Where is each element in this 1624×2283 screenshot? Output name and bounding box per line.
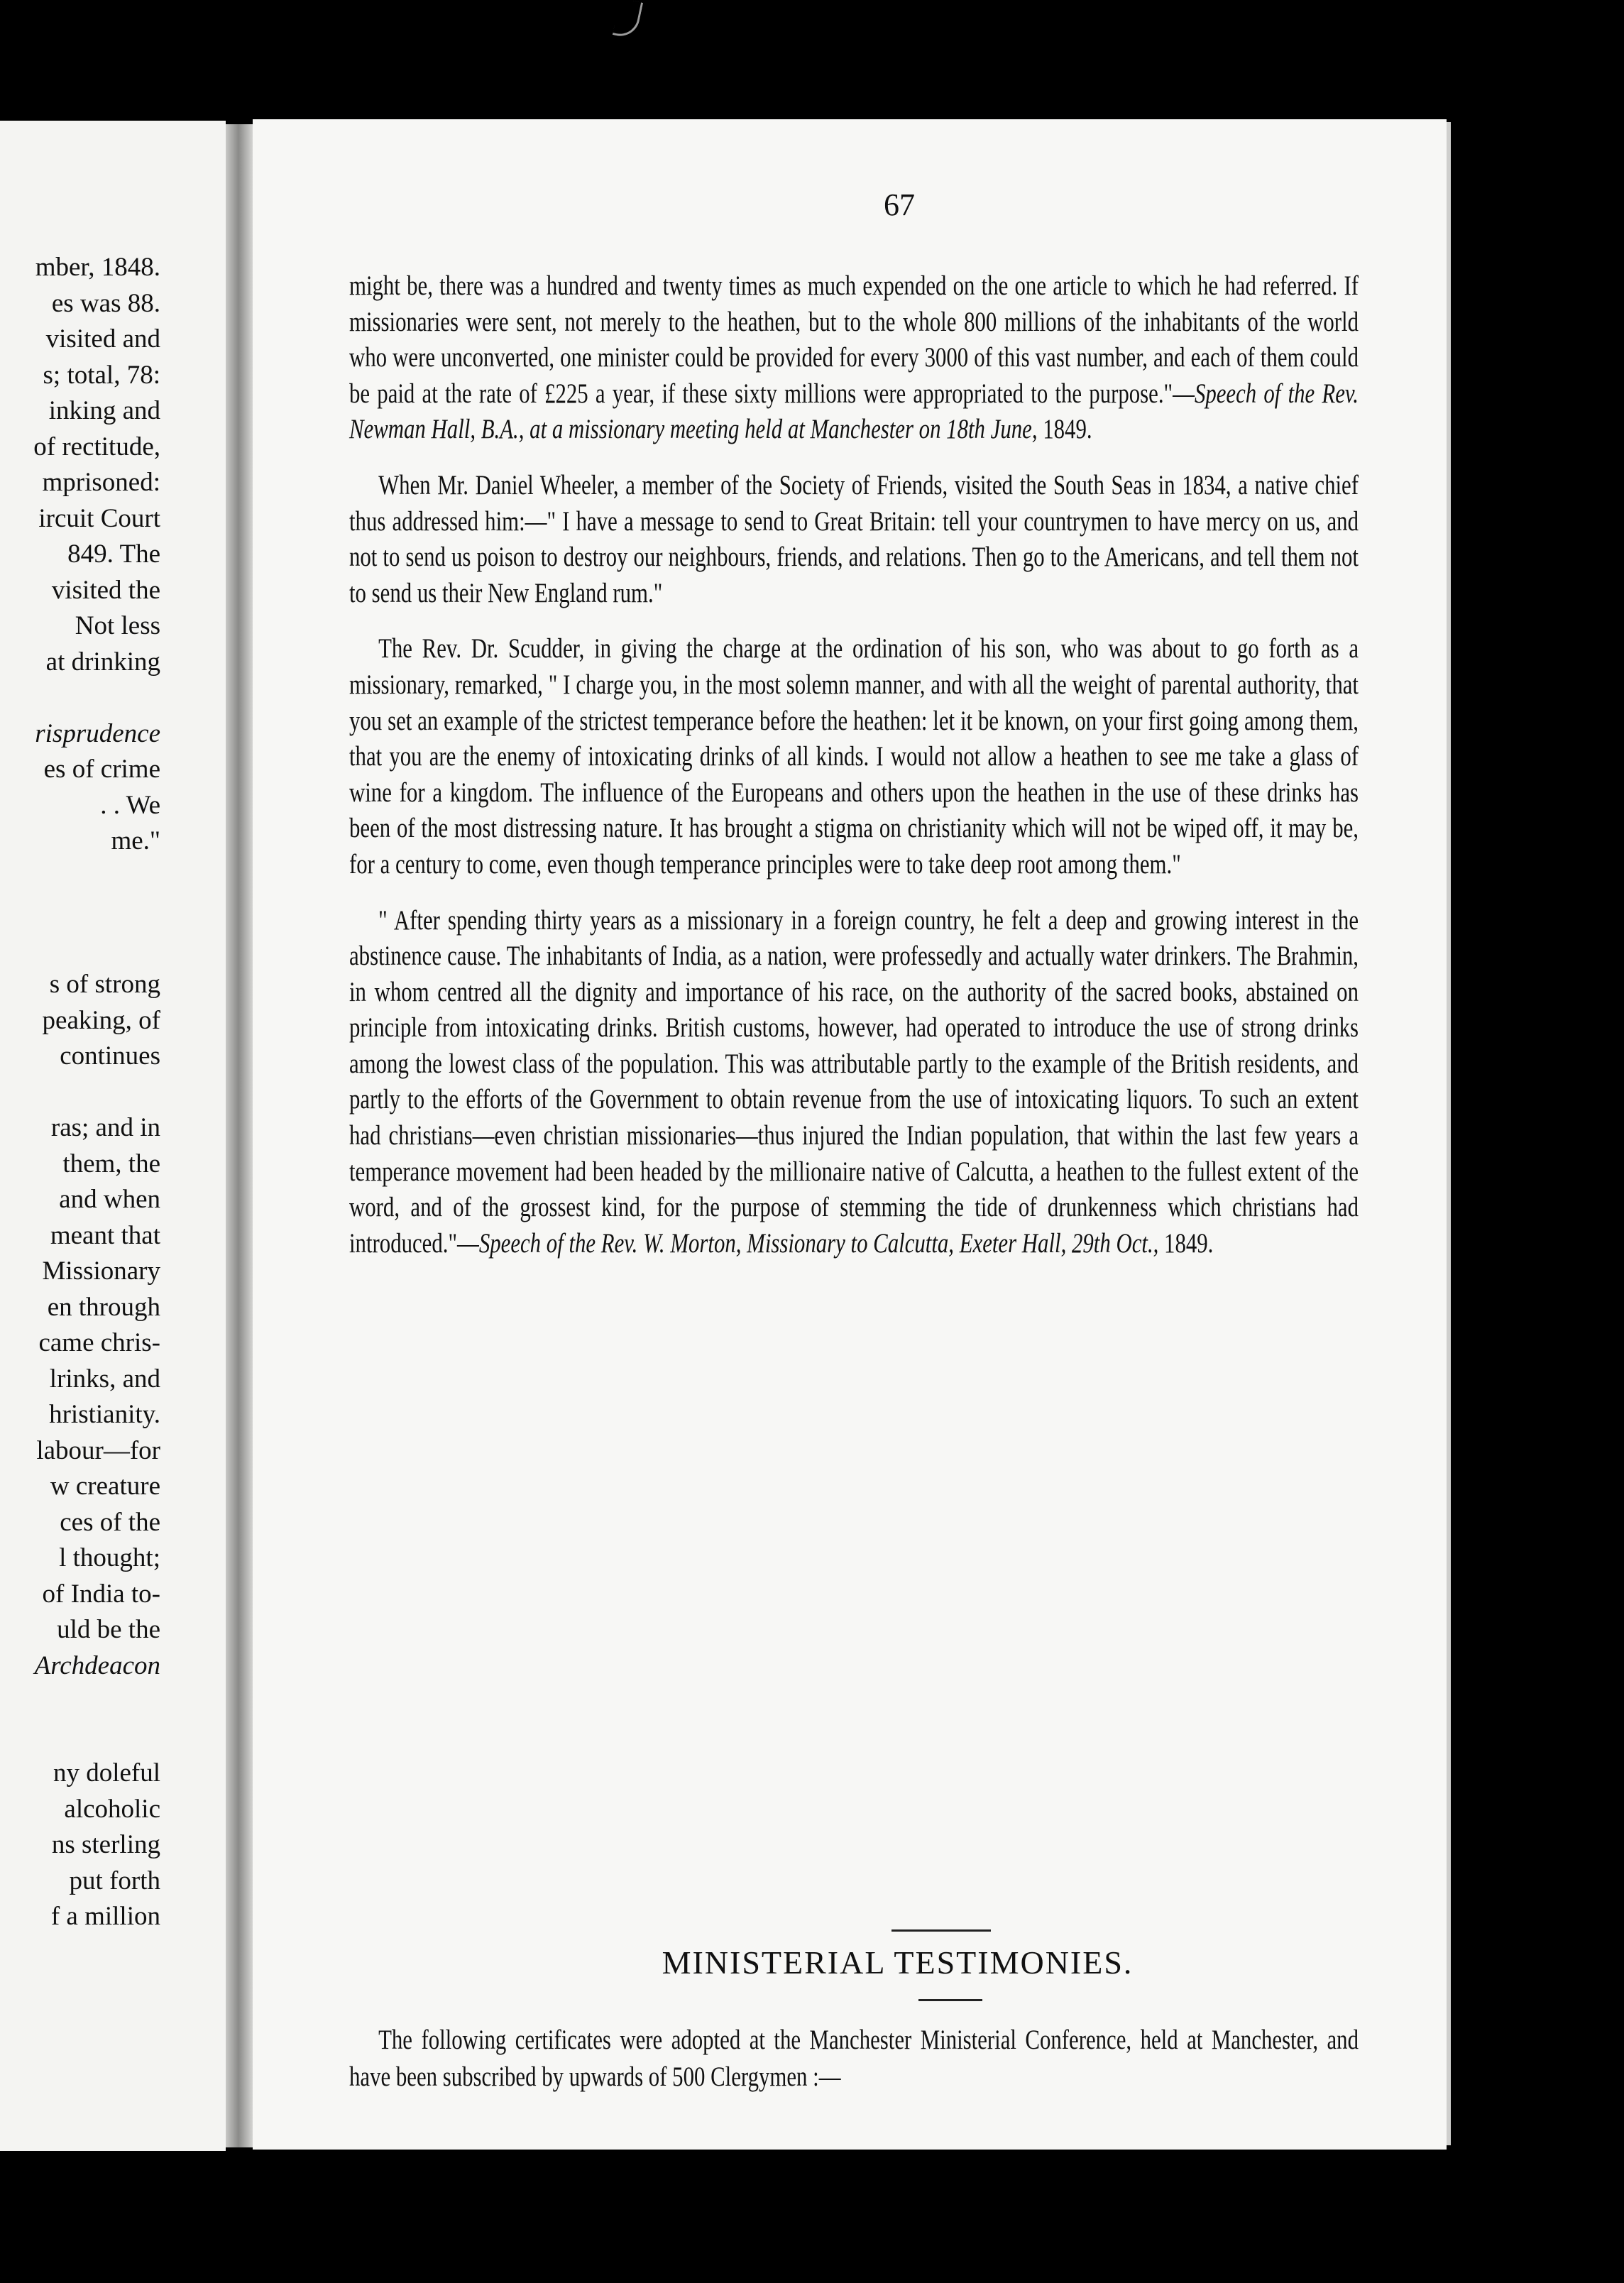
left-page-line: s of strong [49,970,160,999]
paragraph-1-attribution: Speech of the Rev. Newman Hall, B.A., at a missionary meeting held at Manchester on 18th June, [349,378,1359,445]
heading-rule-bottom [918,1999,982,2001]
paragraph-4-text: " After spending thirty years as a missionary in a foreign country, he felt a deep and growing interest in the abstinence cause. The inhabitants of India, as a nation, were professedly and actually water drinkers. The Brahmin, in whom centred all the dignity and importance of his race, on the authority of the sacred books, abstained on principle from intoxicating drinks. British customs, however, had operated to introduce the use of strong drinks among the lowest class of the population. This was attributable partly to the example of the British residents, and partly to the efforts of the Government to obtain revenue from the use of intoxicating liquors. To such an extent had christians—even christian missionaries—thus injured the Indian population, that within the last few years a temperance movement had been headed by the millionaire native of Calcutta, a heathen to the fullest extent of the word, and of the grossest kind, for the purpose of stemming the tide of drunkenness which christians had introduced."— [349,904,1359,1259]
left-page-line: hristianity. [49,1400,160,1429]
left-page-fragment [0,121,226,2151]
left-page-line: 849. The [67,540,160,569]
left-page-line: inking and [48,396,160,425]
left-page-line: uld be the [57,1615,160,1644]
closing-paragraph-block [349,2022,1359,2096]
left-page-line: ns sterling [51,1830,160,1859]
left-page-line: them, the [62,1149,160,1178]
left-page-line: of rectitude, [33,432,160,461]
left-page-line: . . We [100,790,160,820]
heading-rule-top [891,1929,991,1932]
left-page-line: Not less [75,611,160,640]
left-page-line: mber, 1848. [35,253,160,282]
paragraph-4 [349,903,1359,1262]
left-page-line: l thought; [59,1543,160,1572]
left-page-line: ircuit Court [38,503,160,533]
left-page-line: came chris- [38,1328,160,1357]
left-page-line: meant that [50,1220,160,1250]
left-page-line: risprudence [35,718,160,748]
left-page-line: peaking, of [42,1005,160,1035]
left-page-line: at drinking [45,647,160,677]
left-page-line: ces of the [60,1507,160,1537]
left-page-line: labour—for [36,1435,160,1465]
body-text [349,268,1359,1261]
paragraph-4-tail: 1849. [1158,1227,1214,1259]
page-edge [1447,122,1451,2145]
paragraph-3-text: The Rev. Dr. Scudder, in giving the charge at the ordination of his son, who was about to go forth as a missionary, remarked, " I charge you, in the most solemn manner, and with all the weight of parental authority, that you set an example of the strictest temperance before the heathen: let it be known, on your first going among them, that you are the enemy of intoxicating drinks of all kinds. I would not allow a heathen to see me take a glass of wine for a kingdom. The influence of the Europeans and others upon the heathen in the use of these drinks has been of the most distressing nature. It has brought a stigma on christianity which will not be wiped off, it may be, for a century to come, even though temperance principles were to take deep root among them." [349,633,1359,880]
left-page-line: mprisoned: [42,468,160,497]
left-page-line: put forth [69,1866,160,1895]
closing-paragraph: The following certificates were adopted at the Manchester Ministerial Conference, held at Manchester, and have been subscribed by upwards of 500 Clergymen :— [349,2025,1359,2092]
left-page-line: me." [111,826,160,855]
left-page-line: visited and [45,324,160,354]
left-page-line: en through [47,1292,160,1322]
paragraph-1-tail: 1849. [1037,414,1092,445]
left-page-line: w creature [50,1472,160,1501]
paragraph-2 [349,468,1359,611]
paragraph-1 [349,268,1359,448]
paragraph-3 [349,631,1359,882]
paragraph-2-text: When Mr. Daniel Wheeler, a member of the Society of Friends, visited the South Seas in 1834, a native chief thus addressed him:—" I have a message to send to Great Britain: tell your countrymen to have mercy on us, and not to send us poison to destroy our neighbours, friends, and relations. Then go to the Americans, and tell them not to send us their New England rum." [349,469,1359,608]
left-page-line: es of crime [43,755,160,784]
left-page-line: ras; and in [50,1113,160,1142]
left-page-line: es was 88. [51,288,160,318]
left-page-line: alcoholic [64,1794,160,1824]
left-page-line: s; total, 78: [43,360,160,390]
left-page-line: and when [59,1185,160,1214]
page-number: 67 [884,187,915,222]
left-page-line: visited the [51,575,160,605]
book-gutter [226,124,254,2147]
left-page-line: continues [60,1041,160,1071]
left-page-line: f a million [50,1902,160,1931]
main-page [253,119,1447,2150]
left-page-line: lrinks, and [49,1364,160,1394]
left-page-line: of India to- [42,1579,160,1609]
section-heading: MINISTERIAL TESTIMONIES. [662,1944,1134,1981]
left-page-line: Missionary [42,1257,160,1286]
left-page-line: Archdeacon [34,1650,160,1680]
left-page-line: ny doleful [53,1758,160,1787]
paragraph-1-text: might be, there was a hundred and twenty times as much expended on the one article to which he had referred. If missionaries were sent, not merely to the heathen, but to the whole 800 millions of the inhabitants of the world who were unconverted, one minister could be provided for every 3000 of this vast number, and each of them could be paid at the rate of £225 a year, if these sixty millions were appropriated to the purpose."— [349,270,1359,409]
paragraph-4-attribution: Speech of the Rev. W. Morton, Missionary to Calcutta, Exeter Hall, 29th Oct., [478,1227,1159,1259]
